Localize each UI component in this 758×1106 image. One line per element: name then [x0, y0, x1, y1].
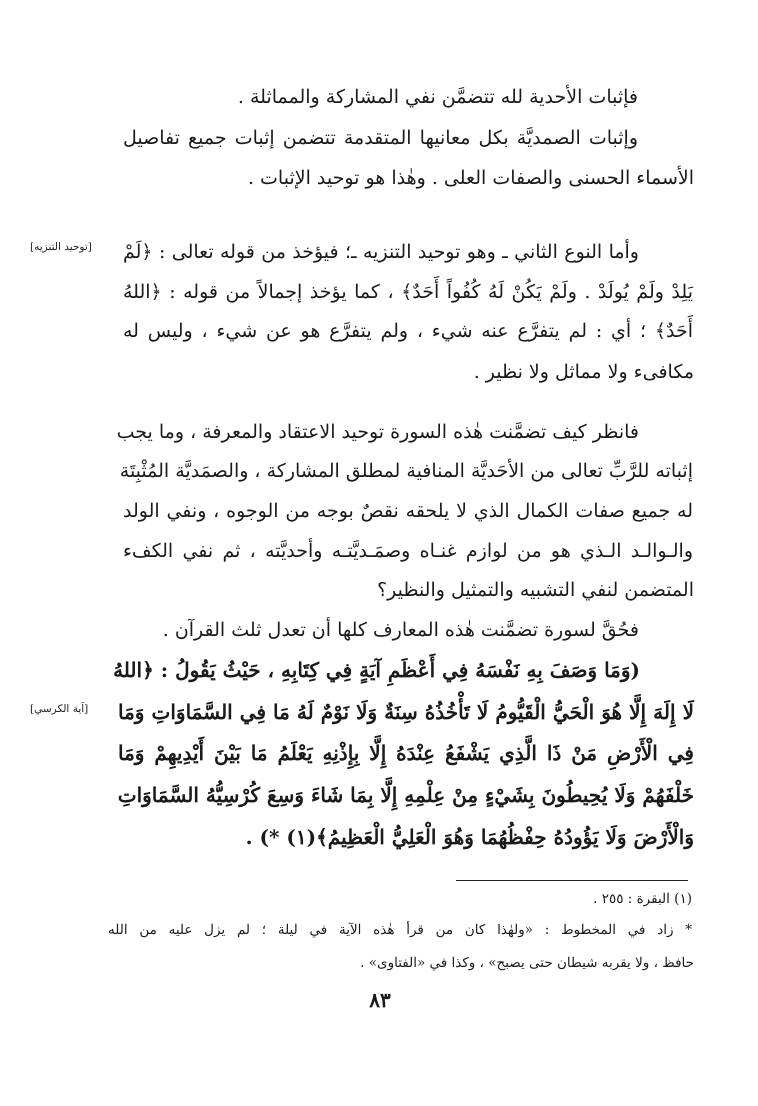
text-line-16: فِي الْأَرْضِ مَنْ ذَا الَّذِي يَشْفَعُ عِنْدَهُ إِلَّا بِإِذْنِهِ يَعْلَمُ مَا بَيْنَ أَيْدِيهِمْ وَمَا — [118, 741, 694, 765]
footnote-2-line-1: * زاد في المخطوط : «ولهٰذا كان من قرأ هٰذه الآية في ليلة ؛ لم يزل عليه من الله — [108, 922, 692, 938]
text-line-6: أَحَدٌ﴾ ؛ أي : لم يتفرَّع عنه شيء ، ولم يتفرَّع هو عن شيء ، وليس له — [123, 320, 693, 342]
text-line-14: (وَمَا وَصَفَ بِهِ نَفْسَهُ فِي أَعْظَمِ آيَةٍ فِي كِتَابِهِ ، حَيْثُ يَقُولُ : ﴿اللهُ — [113, 658, 640, 682]
text-line-15: لَا إِلَهَ إِلَّا هُوَ الْحَيُّ الْقَيُّومُ لَا تَأْخُذُهُ سِنَةٌ وَلَا نَوْمٌ لَهُ مَا فِي السَّمَاوَاتِ وَمَا — [118, 700, 694, 724]
margin-note-ayat-kursi: [آية الكرسي] — [30, 703, 89, 715]
text-line-12: المتضمن لنفي التشبيه والتمثيل والنظير؟ — [377, 579, 694, 601]
text-line-9: إثباته للرَّبِّ تعالى من الأحَديَّة المنافية لمطلق المشاركة ، والصمَديَّة المُثْبِتَة — [119, 460, 693, 482]
text-line-7: مكافىء ولا مماثل ولا نظير . — [473, 361, 694, 383]
text-line-17: خَلْفَهُمْ وَلَا يُحِيطُونَ بِشَيْءٍ مِنْ عِلْمِهِ إِلَّا بِمَا شَاءَ وَسِعَ كُرْسِيُّهُ السَّمَاوَاتِ — [117, 783, 694, 807]
text-line-10: له جميع صفات الكمال الذي لا يلحقه نقصٌ بوجه من الوجوه ، ونفي الولد — [123, 500, 693, 522]
text-line-1: فإثبات الأحدية لله تتضمَّن نفي المشاركة والمماثلة . — [237, 86, 638, 108]
text-line-13: فحُقَّ لسورة تضمَّنت هٰذه المعارف كلها أن تعدل ثلث القرآن . — [162, 619, 639, 641]
text-line-5: يَلِدْ ولَمْ يُولَدْ . ولَمْ يَكُنْ لَهُ كُفُواً أَحَدٌ﴾ ، كما يؤخذ إجمالاً من قوله : ﴿اللهُ — [123, 281, 693, 303]
page-number: ٨٣ — [369, 988, 391, 1012]
footnote-1: (١) البقرة : ٢٥٥ . — [593, 891, 692, 907]
text-line-11: والـوالـد الـذي هو من لوازم غنـاه وصمَـديَّتـه وأحديَّته ، ثم نفي الكفء — [123, 540, 694, 562]
footnote-separator — [456, 880, 688, 881]
text-line-18: وَالْأَرْضَ وَلَا يَؤُودُهُ حِفْظُهُمَا وَهُوَ الْعَلِيُّ الْعَظِيمُ﴾(١) *) . — [245, 825, 694, 849]
text-line-8: فانظر كيف تضمَّنت هٰذه السورة توحيد الاعتقاد والمعرفة ، وما يجب — [116, 421, 639, 443]
text-line-4: وأما النوع الثاني ـ وهو توحيد التنزيه ـ؛ فيؤخذ من قوله تعالى : ﴿لَمْ — [123, 241, 639, 263]
text-line-3: الأسماء الحسنى والصفات العلى . وهٰذا هو توحيد الإثبات . — [247, 167, 694, 189]
footnote-2-line-2: حافظ ، ولا يقربه شيطان حتى يصبح» ، وكذا في «الفتاوى» . — [360, 955, 694, 971]
margin-note-tawhid-tanzih: [توحيد التنزيه] — [30, 241, 92, 253]
text-line-2: وإثبات الصمديَّة بكل معانيها المتقدمة تتضمن إثبات جميع تفاصيل — [123, 127, 638, 149]
